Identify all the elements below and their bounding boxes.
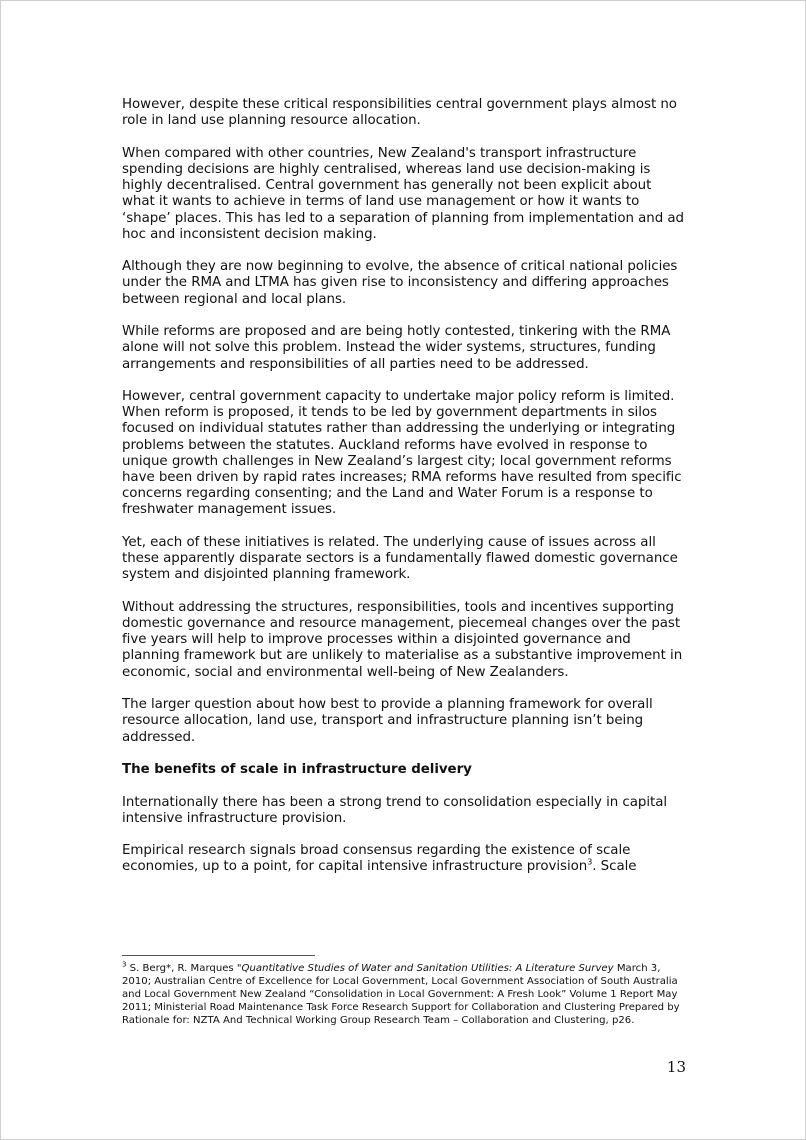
footnote-title: Quantitative Studies of Water and Sanitation Utilities: A Literature Survey: [241, 963, 614, 974]
body-text: [122, 97, 687, 892]
paragraph: However, central government capacity to undertake major policy reform is limited. When reform is proposed, it tends to be led by government departments in silos focused on individual statutes rather than addressing the underlying or integrating problems between the statutes. Auckland reforms have evolved in response to unique growth challenges in New Zealand’s largest city; local government reforms have been driven by rapid rates increases; RMA reforms have resulted from specific concerns regarding consenting; and the Land and Water Forum is a response to freshwater management issues.: [122, 389, 682, 518]
paragraph: Internationally there has been a strong trend to consolidation especially in capital intensive infrastructure provision.: [122, 794, 668, 826]
footnote-rest: March 3, 2010; Australian Centre of Excellence for Local Government, Local Government Association of South Australia and Local Government New Zealand “Consolidation in Local Government: A Fresh Look” Volume 1 Report May 2011; Ministerial Road Maintenance Task Force Research Support for Collaboration and Clustering Prepared by Rationale for: NZTA And Technical Working Group Research Team – Collaboration and Clustering, p26.: [122, 963, 680, 1027]
paragraph: When compared with other countries, New Zealand's transport infrastructure spending decisions are highly centralised, whereas land use decision-making is highly decentralised. Central government has generally not been explicit about what it wants to achieve in terms of land use management or how it wants to ‘shape’ places. This has led to a separation of planning from implementation and ad hoc and inconsistent decision making.: [122, 145, 684, 242]
footnote: [122, 962, 687, 1027]
paragraph: Although they are now beginning to evolve, the absence of critical national policies under the RMA and LTMA has given rise to inconsistency and differing approaches between regional and local plans.: [122, 259, 678, 307]
footnote-number: 3: [122, 960, 127, 969]
footnote-separator: [122, 955, 315, 956]
paragraph: Yet, each of these initiatives is related. The underlying cause of issues across all these apparently disparate sectors is a fundamentally flawed domestic governance system and disjointed planning framework.: [122, 534, 678, 583]
paragraph: Without addressing the structures, responsibilities, tools and incentives supporting domestic governance and resource management, piecemeal changes over the past five years will help to improve processes within a disjointed governance and planning framework but are unlikely to materialise as a substantive improvement in economic, social and environmental well-being of New Zealanders.: [122, 599, 683, 680]
page-number: 13: [666, 1058, 686, 1076]
footnote-lead: S. Berg*, R. Marques ": [126, 963, 242, 974]
paragraph: The larger question about how best to provide a planning framework for overall resource allocation, land use, transport and infrastructure planning isn’t being addressed.: [122, 697, 653, 745]
paragraph-with-footnote: [122, 843, 687, 875]
paragraph: However, despite these critical responsibilities central government plays almost no role in land use planning resource allocation.: [122, 97, 677, 129]
paragraph-text: Empirical research signals broad consensus regarding the existence of scale economies, up to a point, for capital intensive infrastructure provision: [122, 843, 631, 875]
paragraph: While reforms are proposed and are being hotly contested, tinkering with the RMA alone will not solve this problem. Instead the wider systems, structures, funding arrangements and responsibilities of all parties need to be addressed.: [122, 324, 671, 372]
section-heading: The benefits of scale in infrastructure delivery: [122, 762, 472, 778]
paragraph-tail: . Scale: [592, 859, 637, 875]
footnote-reference[interactable]: 3: [587, 858, 593, 868]
